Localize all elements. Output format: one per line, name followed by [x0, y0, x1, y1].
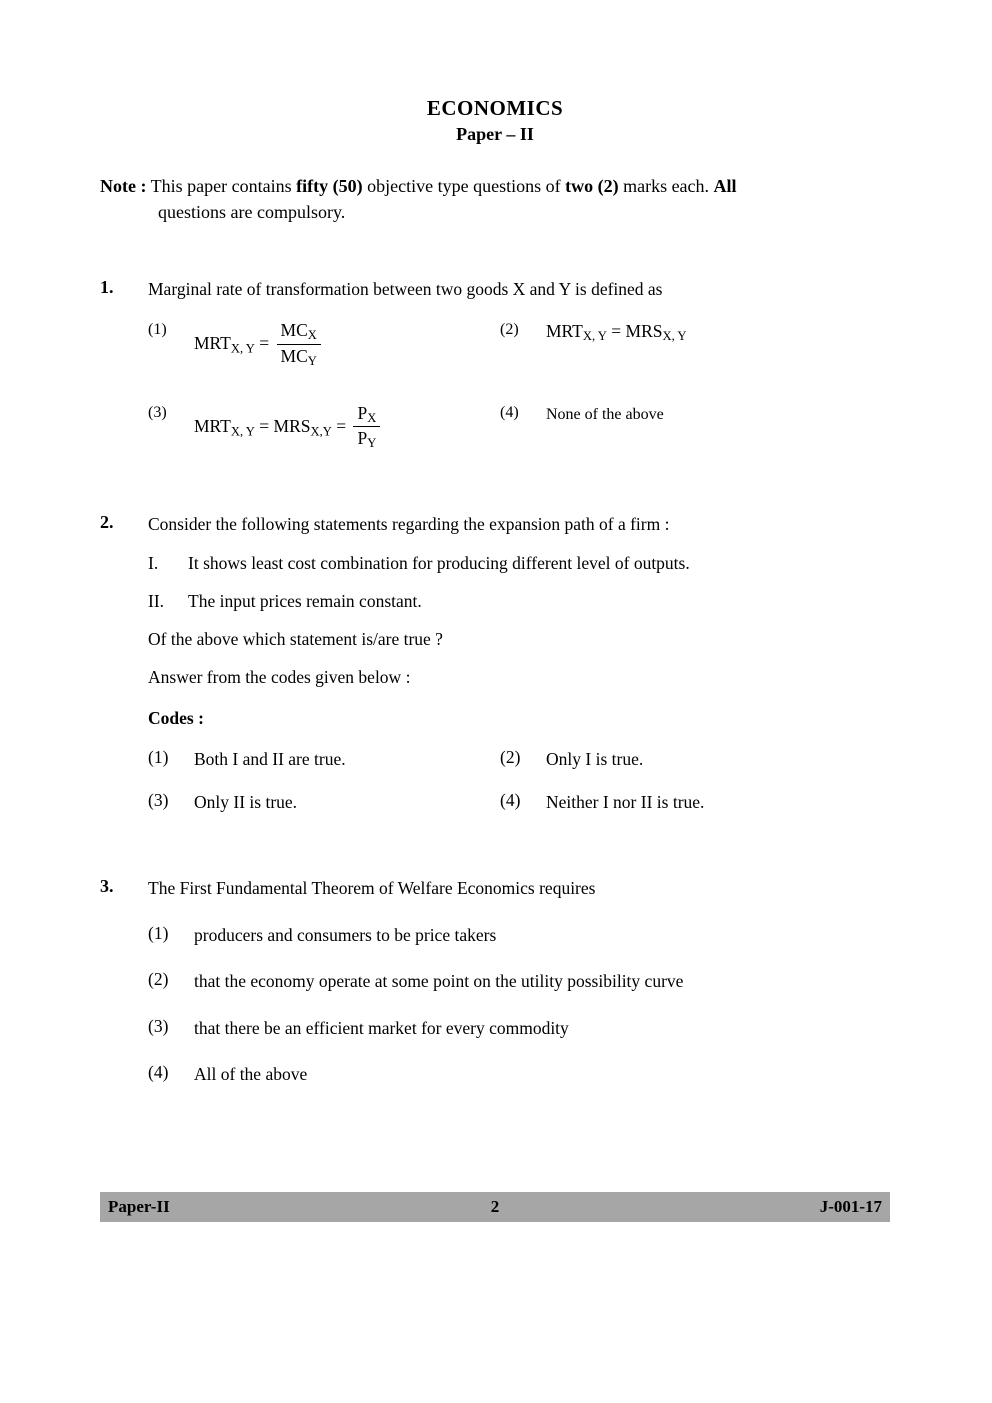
question-1-option-4[interactable] [500, 404, 852, 426]
note-text-two: two (2) [565, 175, 619, 196]
question-2-option-1[interactable] [148, 747, 500, 772]
question-1 [100, 277, 890, 452]
option-text: Neither I nor II is true. [546, 791, 705, 812]
option-text: Only I is true. [546, 749, 644, 770]
question-2-number: 2. [100, 511, 114, 532]
option-marker: (4) [500, 403, 519, 421]
option-marker: (1) [148, 922, 169, 943]
note-text-c: objective type questions of [362, 175, 566, 196]
question-1-option-2[interactable] [500, 321, 852, 344]
statement-label: II. [148, 591, 165, 612]
question-1-number: 1. [100, 276, 114, 297]
question-1-option-1[interactable] [148, 321, 500, 369]
page-title: ECONOMICS [426, 96, 564, 120]
page-subtitle: Paper – II [456, 124, 534, 145]
option-marker: (2) [500, 321, 519, 339]
note-text-a: This paper contains [150, 175, 297, 196]
question-2-option-4[interactable] [500, 790, 852, 815]
question-1-text: Marginal rate of transformation between two goods X and Y is defined as [148, 278, 663, 299]
footer-paper-label: Paper-II [108, 1197, 170, 1216]
option-marker: (3) [148, 789, 169, 810]
option-marker: (4) [148, 1062, 169, 1083]
question-3-text: The First Fundamental Theorem of Welfare Economics requires [148, 878, 596, 899]
question-2-statement-1 [148, 553, 890, 574]
option-math: $MRT_{X, Y} = MRS_{X, Y}$ [546, 321, 687, 344]
option-marker: (2) [148, 969, 169, 990]
option-text: Only II is true. [194, 791, 298, 812]
option-marker: (1) [148, 747, 169, 768]
option-text: producers and consumers to be price takers [194, 924, 497, 945]
question-2-codes-instruction: Answer from the codes given below : [148, 667, 411, 688]
question-2-codes-label: Codes : [148, 708, 204, 729]
note-text-e: marks each. [618, 175, 714, 196]
option-text: Both I and II are true. [194, 749, 346, 770]
question-2-options [148, 747, 890, 814]
option-text: that there be an efficient market for every commodity [194, 1017, 569, 1038]
page-content [100, 95, 890, 1087]
option-marker: (4) [500, 789, 521, 810]
option-marker: (3) [148, 1015, 169, 1036]
question-3-number: 3. [100, 876, 114, 897]
note-second-line: questions are compulsory. [158, 201, 346, 222]
option-marker: (2) [500, 747, 521, 768]
question-3-option-4[interactable] [148, 1062, 890, 1087]
question-2 [100, 512, 890, 815]
option-marker: (3) [148, 403, 167, 421]
question-2-option-2[interactable] [500, 747, 852, 772]
question-2-prompt-line: Of the above which statement is/are true ? [148, 629, 443, 650]
statement-text: The input prices remain constant. [188, 591, 422, 612]
page-footer [100, 1192, 890, 1222]
option-text: All of the above [194, 1064, 308, 1085]
footer-code: J-001-17 [819, 1197, 883, 1216]
option-math: $MRT_{X, Y} = MRS_{X,Y}$ = $\frac{P_X}{P_Y}$ [194, 404, 383, 452]
question-3-option-3[interactable] [148, 1016, 890, 1041]
option-text: None of the above [546, 405, 664, 423]
question-2-option-3[interactable] [148, 790, 500, 815]
question-3-option-1[interactable] [148, 923, 890, 948]
question-3-option-2[interactable] [148, 969, 890, 994]
question-3-options [148, 923, 890, 1087]
footer-page-number: 2 [490, 1197, 500, 1216]
statement-text: It shows least cost combination for producing different level of outputs. [188, 553, 690, 574]
note-text-fifty: fifty (50) [296, 175, 363, 196]
note-label: Note : [100, 175, 147, 196]
option-marker: (1) [148, 321, 167, 339]
question-2-text: Consider the following statements regarding the expansion path of a firm : [148, 513, 670, 534]
note-text-all: All [713, 175, 737, 196]
note-paragraph [100, 173, 890, 199]
question-1-option-3[interactable] [148, 404, 500, 452]
statement-label: I. [148, 553, 159, 574]
question-3 [100, 876, 890, 1087]
question-2-statement-2 [148, 591, 890, 612]
option-math: $MRT_{X, Y}$ = $\frac{MC_X}{MC_Y}$ [194, 321, 324, 369]
option-text: that the economy operate at some point on the utility possibility curve [194, 971, 684, 992]
